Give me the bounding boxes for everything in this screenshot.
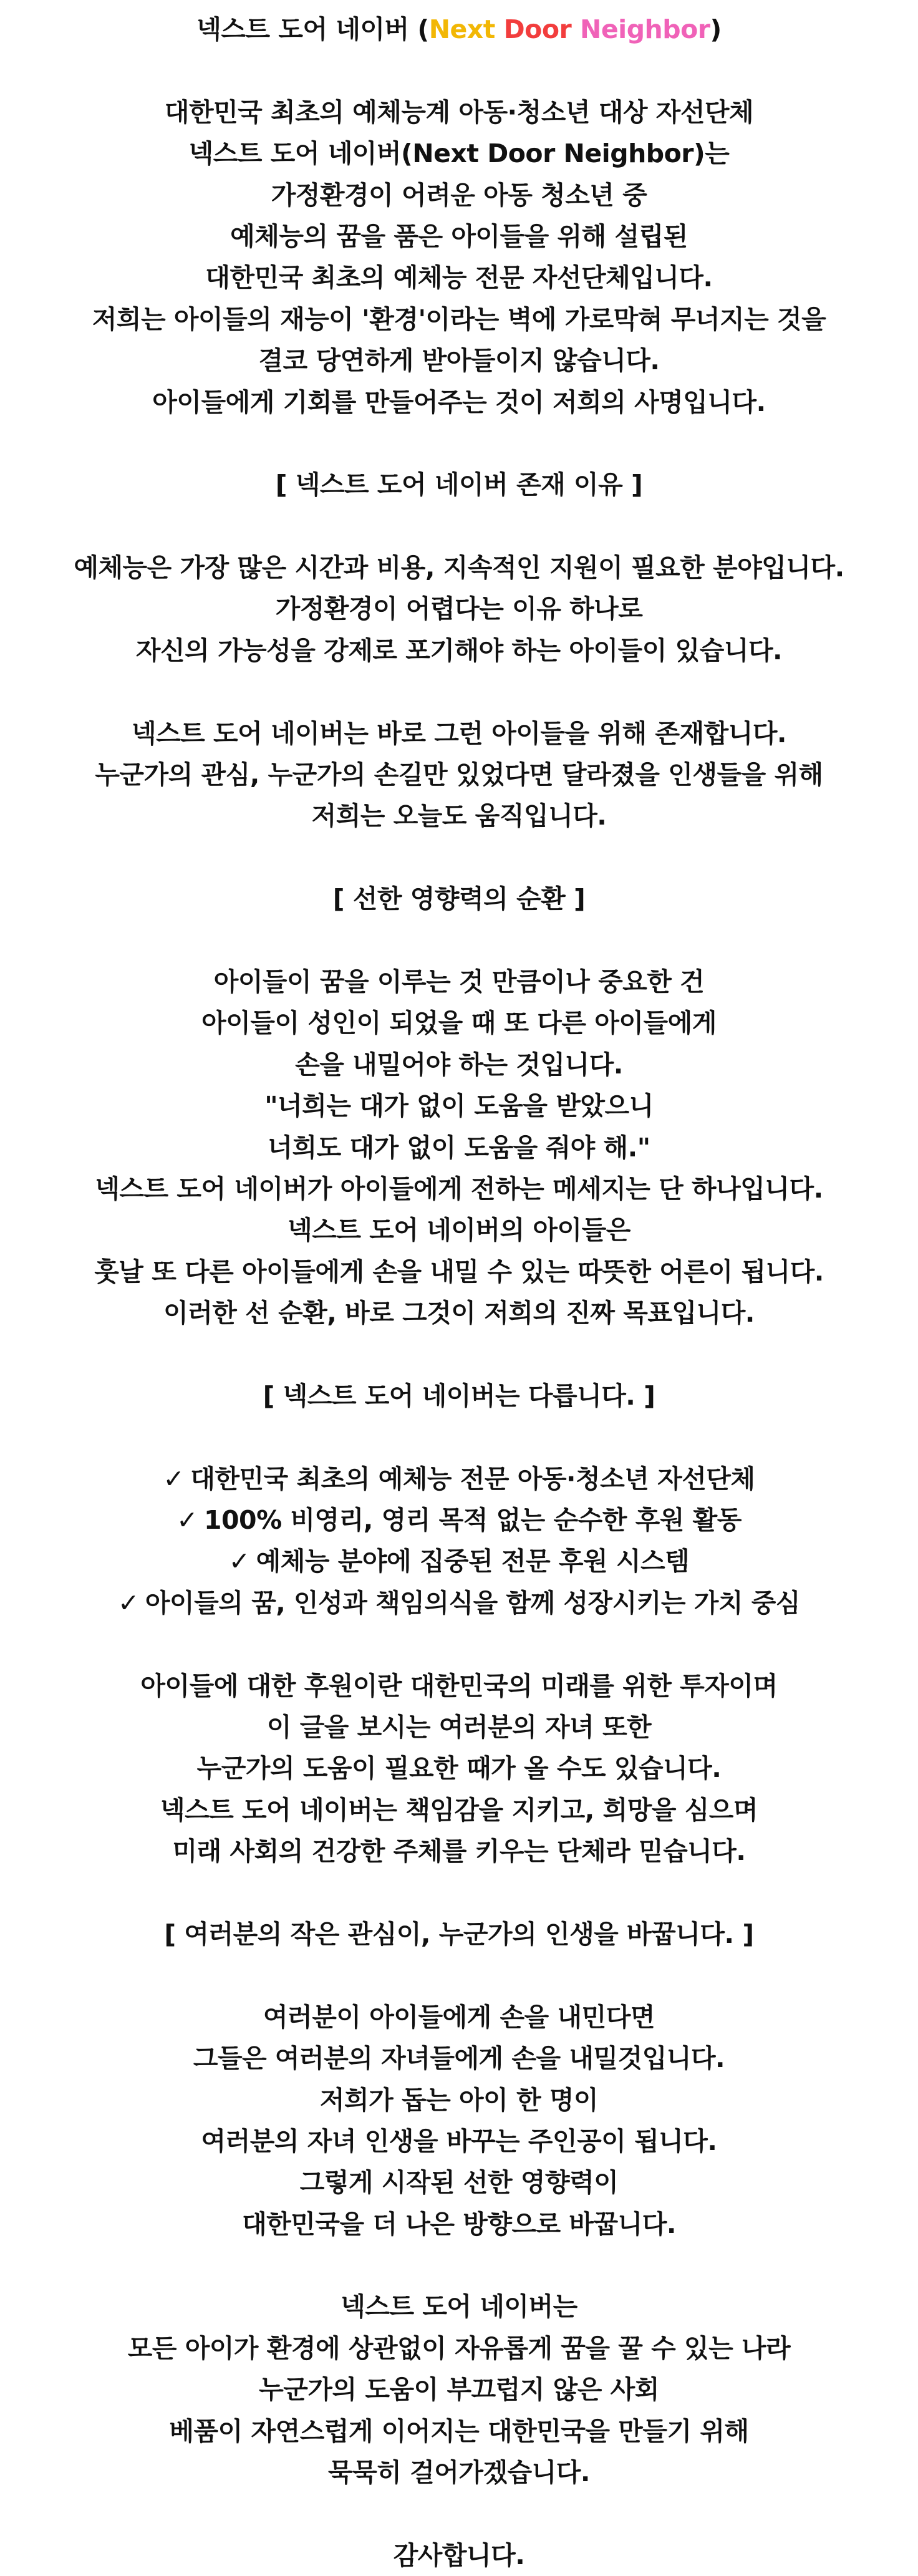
spacer (0, 506, 918, 547)
checklist-item (0, 1541, 918, 1582)
closing-line: 베품이 자연스럽게 이어지는 대한민국을 만들기 위해 (169, 2416, 749, 2446)
checklist-item-text: 100% 비영리, 영리 목적 없는 순수한 후원 활동 (204, 1505, 742, 1536)
spacer (0, 423, 918, 464)
change-line: 여러분의 자녀 인생을 바꾸는 주인공이 됩니다. (201, 2126, 717, 2156)
change-line: 그들은 여러분의 자녀들에게 손을 내밀것입니다. (193, 2043, 725, 2074)
intro-line: 대한민국 최초의 예체능계 아동·청소년 대상 자선단체 (164, 97, 754, 127)
spacer (0, 50, 918, 91)
cycle-line: 아이들이 꿈을 이루는 것 만큼이나 중요한 건 (213, 966, 705, 997)
section-heading-cycle: [ 선한 영향력의 순환 ] (332, 884, 586, 914)
checklist-item (0, 1499, 918, 1541)
change-line: 여러분이 아이들에게 손을 내민다면 (263, 2002, 655, 2032)
intro-line: 결코 당연하게 받아들이지 않습니다. (258, 346, 660, 376)
spacer (0, 1334, 918, 1375)
checklist-item (0, 1582, 918, 1624)
change-line: 대한민국을 더 나은 방향으로 바꿉니다. (242, 2209, 676, 2239)
investment-paragraph (0, 1665, 918, 1872)
change-line: 그렇게 시작된 선한 영향력이 (299, 2167, 619, 2198)
closing-paragraph (0, 2286, 918, 2493)
intro-line: 저희는 아이들의 재능이 '환경'이라는 벽에 가로막혀 무너지는 것을 (92, 304, 826, 334)
reason-line: 누군가의 관심, 누군가의 손길만 있었다면 달라졌을 인생들을 위해 (95, 760, 823, 790)
spacer (0, 671, 918, 712)
investment-line: 미래 사회의 건강한 주체를 키우는 단체라 믿습니다. (172, 1836, 746, 1867)
spacer (0, 837, 918, 878)
difference-checklist (0, 1458, 918, 1624)
cycle-quote-line: "너희는 대가 없이 도움을 받았으니 (264, 1091, 654, 1121)
intro-line: 대한민국 최초의 예체능 전문 자선단체입니다. (205, 263, 713, 293)
closing-line: 넥스트 도어 네이버는 (341, 2292, 577, 2322)
page-title (0, 9, 918, 50)
spacer (0, 2245, 918, 2286)
cycle-line: 아이들이 성인이 되었을 때 또 다른 아이들에게 (201, 1008, 717, 1039)
section-heading-change: [ 여러분의 작은 관심이, 누군가의 인생을 바꿉니다. ] (164, 1919, 754, 1949)
investment-line: 이 글을 보시는 여러분의 자녀 또한 (266, 1712, 652, 1743)
checklist-item-text: 아이들의 꿈, 인성과 책임의식을 함께 성장시키는 가치 중심 (145, 1587, 800, 1618)
cycle-line: 이러한 선 순환, 바로 그것이 저희의 진짜 목표입니다. (163, 1298, 755, 1329)
spacer (0, 920, 918, 961)
cycle-line: 훗날 또 다른 아이들에게 손을 내밀 수 있는 따뜻한 어른이 됩니다. (94, 1256, 824, 1287)
reason-line: 예체능은 가장 많은 시간과 비용, 지속적인 지원이 필요한 분야입니다. (74, 553, 844, 583)
check-icon: ✓ (163, 1463, 185, 1494)
title-suffix: ) (710, 14, 722, 44)
closing-line: 누군가의 도움이 부끄럽지 않은 사회 (259, 2375, 659, 2405)
reason-line: 가정환경이 어렵다는 이유 하나로 (275, 594, 643, 624)
reason-line: 저희는 오늘도 움직입니다. (311, 801, 607, 831)
title-brand-next: Next (428, 14, 495, 44)
cycle-quote-line: 너희도 대가 없이 도움을 줘야 해." (268, 1132, 650, 1163)
spacer (0, 1872, 918, 1914)
intro-line: 아이들에게 기회를 만들어주는 것이 저희의 사명입니다. (152, 387, 766, 417)
intro-line: 가정환경이 어려운 아동 청소년 중 (271, 180, 647, 210)
check-icon: ✓ (228, 1546, 250, 1577)
intro-line: 예체능의 꿈을 품은 아이들을 위해 설립된 (230, 221, 688, 251)
closing-line: 묵묵히 걸어가겠습니다. (328, 2457, 590, 2488)
cycle-line: 넥스트 도어 네이버의 아이들은 (287, 1215, 631, 1246)
reason-line: 넥스트 도어 네이버는 바로 그런 아이들을 위해 존재합니다. (131, 718, 787, 748)
title-brand-door: Door (503, 14, 572, 44)
checklist-item-text: 예체능 분야에 집중된 전문 후원 시스템 (256, 1546, 690, 1577)
checklist-item (0, 1458, 918, 1499)
reason-paragraph-2 (0, 713, 918, 837)
title-brand-neighbor: Neighbor (580, 14, 710, 44)
checklist-item-text: 대한민국 최초의 예체능 전문 아동·청소년 자선단체 (190, 1463, 755, 1494)
reason-line: 자신의 가능성을 강제로 포기해야 하는 아이들이 있습니다. (135, 635, 783, 666)
section-heading-difference: [ 넥스트 도어 네이버는 다릅니다. ] (263, 1380, 655, 1411)
reason-paragraph-1 (0, 547, 918, 671)
change-line: 저희가 돕는 아이 한 명이 (319, 2085, 599, 2115)
spacer (0, 1624, 918, 1665)
cycle-line: 손을 내밀어야 하는 것입니다. (295, 1049, 623, 1080)
spacer (0, 2493, 918, 2534)
section-heading-reason: [ 넥스트 도어 네이버 존재 이유 ] (275, 470, 643, 500)
spacer (0, 1416, 918, 1458)
cycle-paragraph (0, 961, 918, 1334)
spacer (0, 1955, 918, 1996)
title-prefix: 넥스트 도어 네이버 ( (196, 14, 429, 44)
closing-line: 모든 아이가 환경에 상관없이 자유롭게 꿈을 꿀 수 있는 나라 (127, 2333, 791, 2363)
investment-line: 누군가의 도움이 필요한 때가 올 수도 있습니다. (196, 1753, 722, 1784)
check-icon: ✓ (176, 1505, 198, 1536)
thanks-text: 감사합니다. (393, 2540, 525, 2570)
check-icon: ✓ (118, 1587, 139, 1618)
cycle-line: 넥스트 도어 네이버가 아이들에게 전하는 메세지는 단 하나입니다. (95, 1173, 823, 1204)
change-paragraph (0, 1997, 918, 2245)
investment-line: 아이들에 대한 후원이란 대한민국의 미래를 위한 투자이며 (140, 1670, 778, 1701)
intro-line: 넥스트 도어 네이버(Next Door Neighbor)는 (188, 138, 730, 169)
intro-paragraph (0, 92, 918, 423)
investment-line: 넥스트 도어 네이버는 책임감을 지키고, 희망을 심으며 (160, 1794, 758, 1825)
